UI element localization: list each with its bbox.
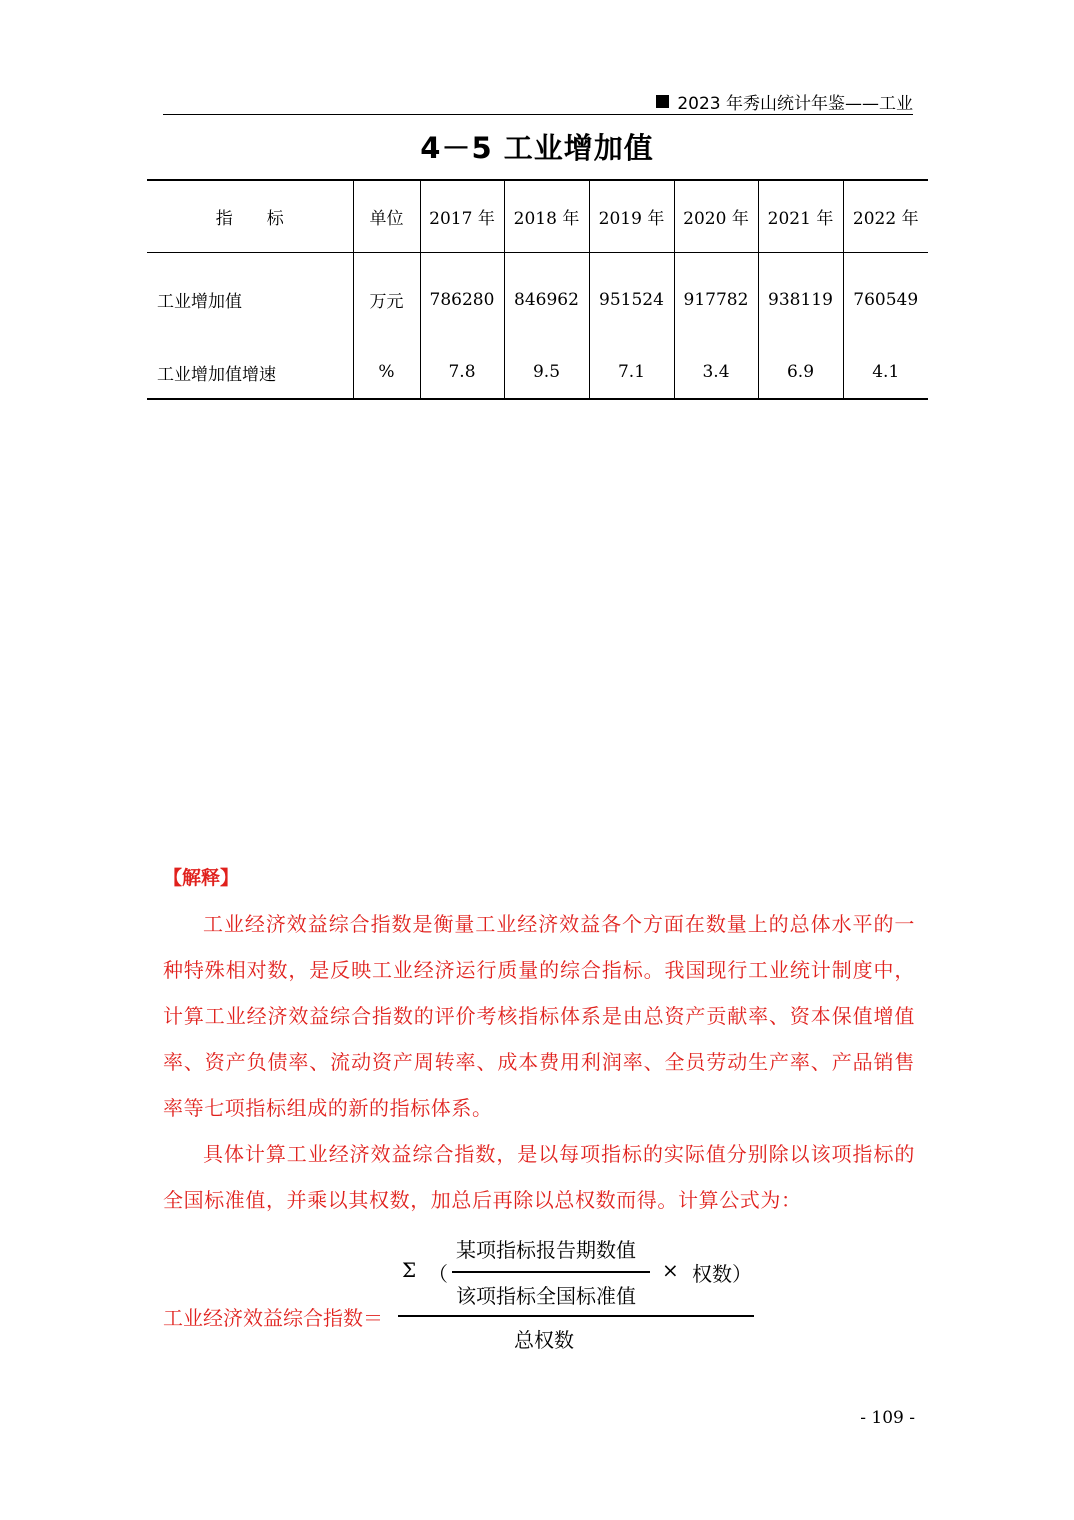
value-cell: 760549 xyxy=(843,253,928,347)
page-number: - 109 - xyxy=(860,1408,915,1428)
unit-cell: 万元 xyxy=(353,253,420,347)
main-fraction-bar xyxy=(398,1315,754,1317)
column-header: 2020 年 xyxy=(674,180,758,253)
table-row xyxy=(147,253,928,347)
square-bullet-icon xyxy=(656,95,669,108)
value-cell: 9.5 xyxy=(504,346,589,399)
value-cell: 846962 xyxy=(504,253,589,347)
table-header-row xyxy=(147,180,928,253)
data-table xyxy=(147,179,928,400)
explanation-section xyxy=(163,855,915,1223)
value-cell: 938119 xyxy=(758,253,843,347)
explanation-label: 【解释】 xyxy=(163,867,240,889)
table-row xyxy=(147,346,928,399)
column-header: 2022 年 xyxy=(843,180,928,253)
explanation-paragraph: 具体计算工业经济效益综合指数，是以每项指标的实际值分别除以该项指标的全国标准值，并乘以其权数，加总后再除以总权数而得。计算公式为： xyxy=(163,1142,915,1212)
value-cell: 4.1 xyxy=(843,346,928,399)
table-title: 4－5 工业增加值 xyxy=(420,131,654,165)
value-cell: 786280 xyxy=(420,253,504,347)
unit-cell: % xyxy=(353,346,420,399)
value-cell: 3.4 xyxy=(674,346,758,399)
row-label: 工业增加值增速 xyxy=(147,346,353,399)
header-text: 2023 年秀山统计年鉴——工业 xyxy=(677,93,913,114)
value-cell: 917782 xyxy=(674,253,758,347)
column-header: 指 标 xyxy=(147,180,353,253)
row-label: 工业增加值 xyxy=(157,292,242,312)
formula-denominator: 总权数 xyxy=(514,1328,574,1352)
inner-fraction-bar xyxy=(452,1271,650,1273)
weight-term: 权数） xyxy=(692,1262,752,1286)
formula-denominator-inner: 该项指标全国标准值 xyxy=(456,1284,636,1308)
column-header: 2019 年 xyxy=(589,180,674,253)
explanation-paragraph: 工业经济效益综合指数是衡量工业经济效益各个方面在数量上的总体水平的一种特殊相对数，是反映工业经济运行质量的综合指标。我国现行工业统计制度中，计算工业经济效益综合指数的评价考核指标体系是由总资产贡献率、资本保值增值率、资产负债率、流动资产周转率、成本费用利润率、全员劳动生产率、产品销售率等七项指标组成的新的指标体系。 xyxy=(163,912,915,1120)
sigma-symbol: Σ xyxy=(402,1258,417,1282)
column-header: 2018 年 xyxy=(504,180,589,253)
value-cell: 6.9 xyxy=(758,346,843,399)
value-cell: 7.8 xyxy=(420,346,504,399)
column-header: 2017 年 xyxy=(420,180,504,253)
column-header: 单位 xyxy=(353,180,420,253)
value-cell: 951524 xyxy=(589,253,674,347)
column-header: 2021 年 xyxy=(758,180,843,253)
running-header xyxy=(163,88,913,115)
formula-numerator-top: 某项指标报告期数值 xyxy=(456,1238,636,1262)
formula-lhs: 工业经济效益综合指数＝ xyxy=(163,1306,383,1330)
open-paren: （ xyxy=(428,1262,448,1286)
value-cell: 7.1 xyxy=(589,346,674,399)
times-symbol: × xyxy=(662,1258,679,1282)
